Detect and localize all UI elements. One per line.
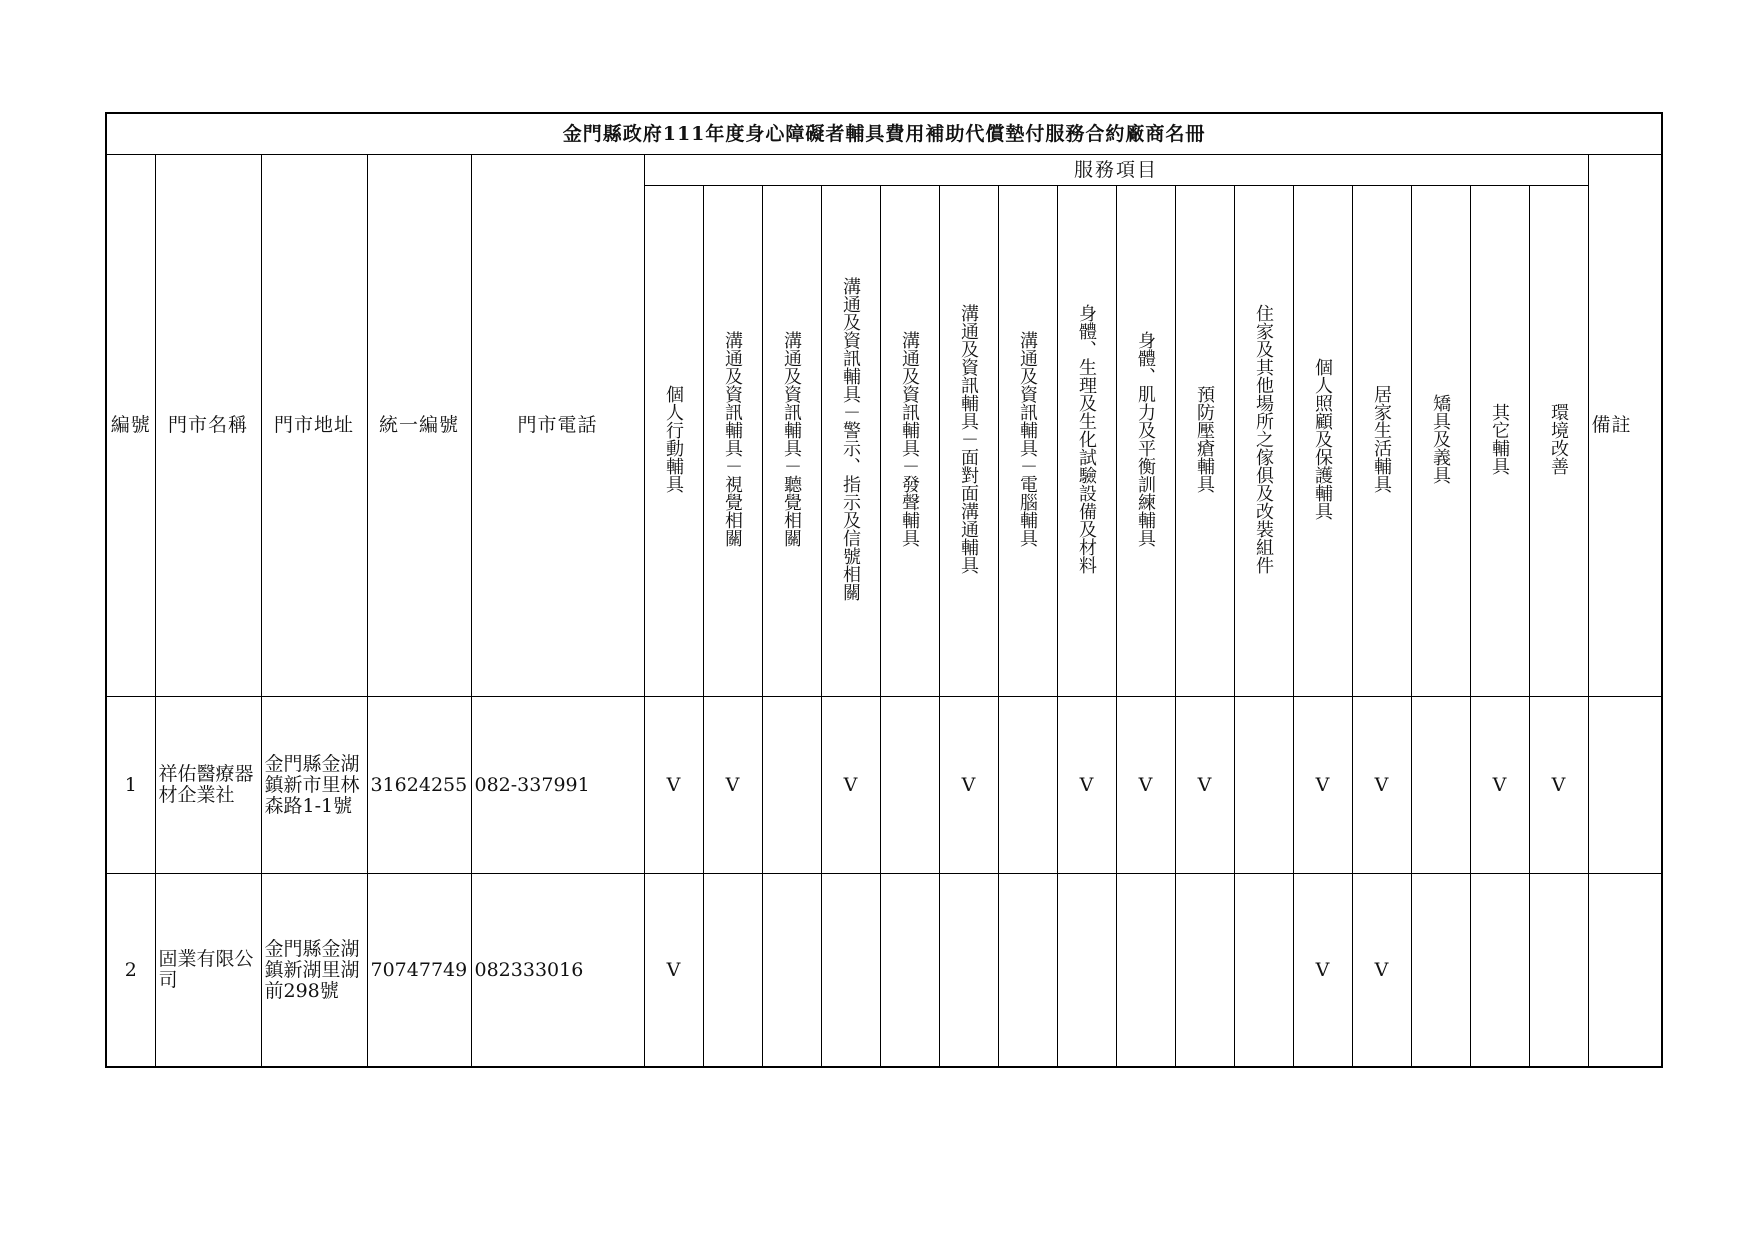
header-service-14: [1411, 186, 1470, 697]
service-mark: V: [1529, 697, 1588, 874]
store-name: 祥佑醫療器材企業社: [155, 697, 261, 874]
header-service-3: [762, 186, 821, 697]
service-label: 溝通及資訊輔具－視覺相關: [722, 330, 743, 547]
service-mark: V: [1293, 697, 1352, 874]
service-mark: [762, 874, 821, 1068]
service-mark: V: [1057, 697, 1116, 874]
header-phone: 門市電話: [471, 155, 644, 697]
service-mark: [1470, 874, 1529, 1068]
store-phone: 082333016: [471, 874, 644, 1068]
remarks: [1588, 874, 1662, 1068]
service-mark: [1411, 874, 1470, 1068]
header-no: 編號: [106, 155, 155, 697]
header-service-10: [1175, 186, 1234, 697]
service-label: 其它輔具: [1489, 402, 1510, 475]
header-service-5: [880, 186, 939, 697]
header-service-group: 服務項目: [644, 155, 1588, 186]
row-no: 1: [106, 697, 155, 874]
document-title: 金門縣政府111年度身心障礙者輔具費用補助代償墊付服務合約廠商名冊: [106, 113, 1662, 155]
service-mark: V: [1293, 874, 1352, 1068]
header-service-6: [939, 186, 998, 697]
table-row: [106, 874, 1662, 1068]
header-service-8: [1057, 186, 1116, 697]
service-mark: V: [1175, 697, 1234, 874]
service-label: 環境改善: [1548, 402, 1569, 475]
service-mark: [1529, 874, 1588, 1068]
header-service-16: [1529, 186, 1588, 697]
header-service-11: [1234, 186, 1293, 697]
header-store-name: 門市名稱: [155, 155, 261, 697]
service-label: 溝通及資訊輔具－聽覺相關: [781, 330, 802, 547]
service-mark: V: [1116, 697, 1175, 874]
service-mark: V: [821, 697, 880, 874]
header-service-7: [998, 186, 1057, 697]
table-row: [106, 697, 1662, 874]
tax-id: 70747749: [367, 874, 471, 1068]
service-label: 矯具及義具: [1430, 393, 1451, 484]
tax-id: 31624255: [367, 697, 471, 874]
service-label: 溝通及資訊輔具－警示、指示及信號相關: [840, 276, 861, 601]
remarks: [1588, 697, 1662, 874]
service-mark: [1057, 874, 1116, 1068]
service-mark: [703, 874, 762, 1068]
service-label: 溝通及資訊輔具－發聲輔具: [899, 330, 920, 547]
store-address: 金門縣金湖鎮新市里林森路1-1號: [261, 697, 367, 874]
service-mark: [998, 874, 1057, 1068]
store-name: 固業有限公司: [155, 874, 261, 1068]
service-label: 預防壓瘡輔具: [1194, 384, 1215, 493]
header-store-address: 門市地址: [261, 155, 367, 697]
service-label: 住家及其他場所之傢俱及改裝組件: [1253, 303, 1274, 574]
service-label: 個人照顧及保護輔具: [1312, 357, 1333, 520]
header-tax-id: 統一編號: [367, 155, 471, 697]
service-mark: [1234, 697, 1293, 874]
service-label: 身體、肌力及平衡訓練輔具: [1135, 330, 1156, 547]
service-label: 溝通及資訊輔具－面對面溝通輔具: [958, 303, 979, 574]
header-service-2: [703, 186, 762, 697]
service-mark: [880, 874, 939, 1068]
service-mark: V: [644, 874, 703, 1068]
service-mark: [1116, 874, 1175, 1068]
service-mark: V: [1470, 697, 1529, 874]
service-mark: [1175, 874, 1234, 1068]
header-service-9: [1116, 186, 1175, 697]
service-mark: [762, 697, 821, 874]
header-remarks: 備註: [1588, 155, 1662, 697]
service-mark: V: [1352, 697, 1411, 874]
service-mark: [880, 697, 939, 874]
vendor-list-table: [105, 112, 1663, 1068]
store-phone: 082-337991: [471, 697, 644, 874]
header-service-1: [644, 186, 703, 697]
service-mark: V: [1352, 874, 1411, 1068]
header-service-4: [821, 186, 880, 697]
service-mark: [998, 697, 1057, 874]
service-mark: [821, 874, 880, 1068]
service-mark: V: [644, 697, 703, 874]
service-mark: V: [703, 697, 762, 874]
service-label: 溝通及資訊輔具－電腦輔具: [1017, 330, 1038, 547]
store-address: 金門縣金湖鎮新湖里湖前298號: [261, 874, 367, 1068]
service-mark: [939, 874, 998, 1068]
row-no: 2: [106, 874, 155, 1068]
service-label: 個人行動輔具: [663, 384, 684, 493]
service-mark: V: [939, 697, 998, 874]
header-service-15: [1470, 186, 1529, 697]
service-mark: [1234, 874, 1293, 1068]
service-mark: [1411, 697, 1470, 874]
header-service-12: [1293, 186, 1352, 697]
header-service-13: [1352, 186, 1411, 697]
service-label: 居家生活輔具: [1371, 384, 1392, 493]
service-label: 身體、生理及生化試驗設備及材料: [1076, 303, 1097, 574]
